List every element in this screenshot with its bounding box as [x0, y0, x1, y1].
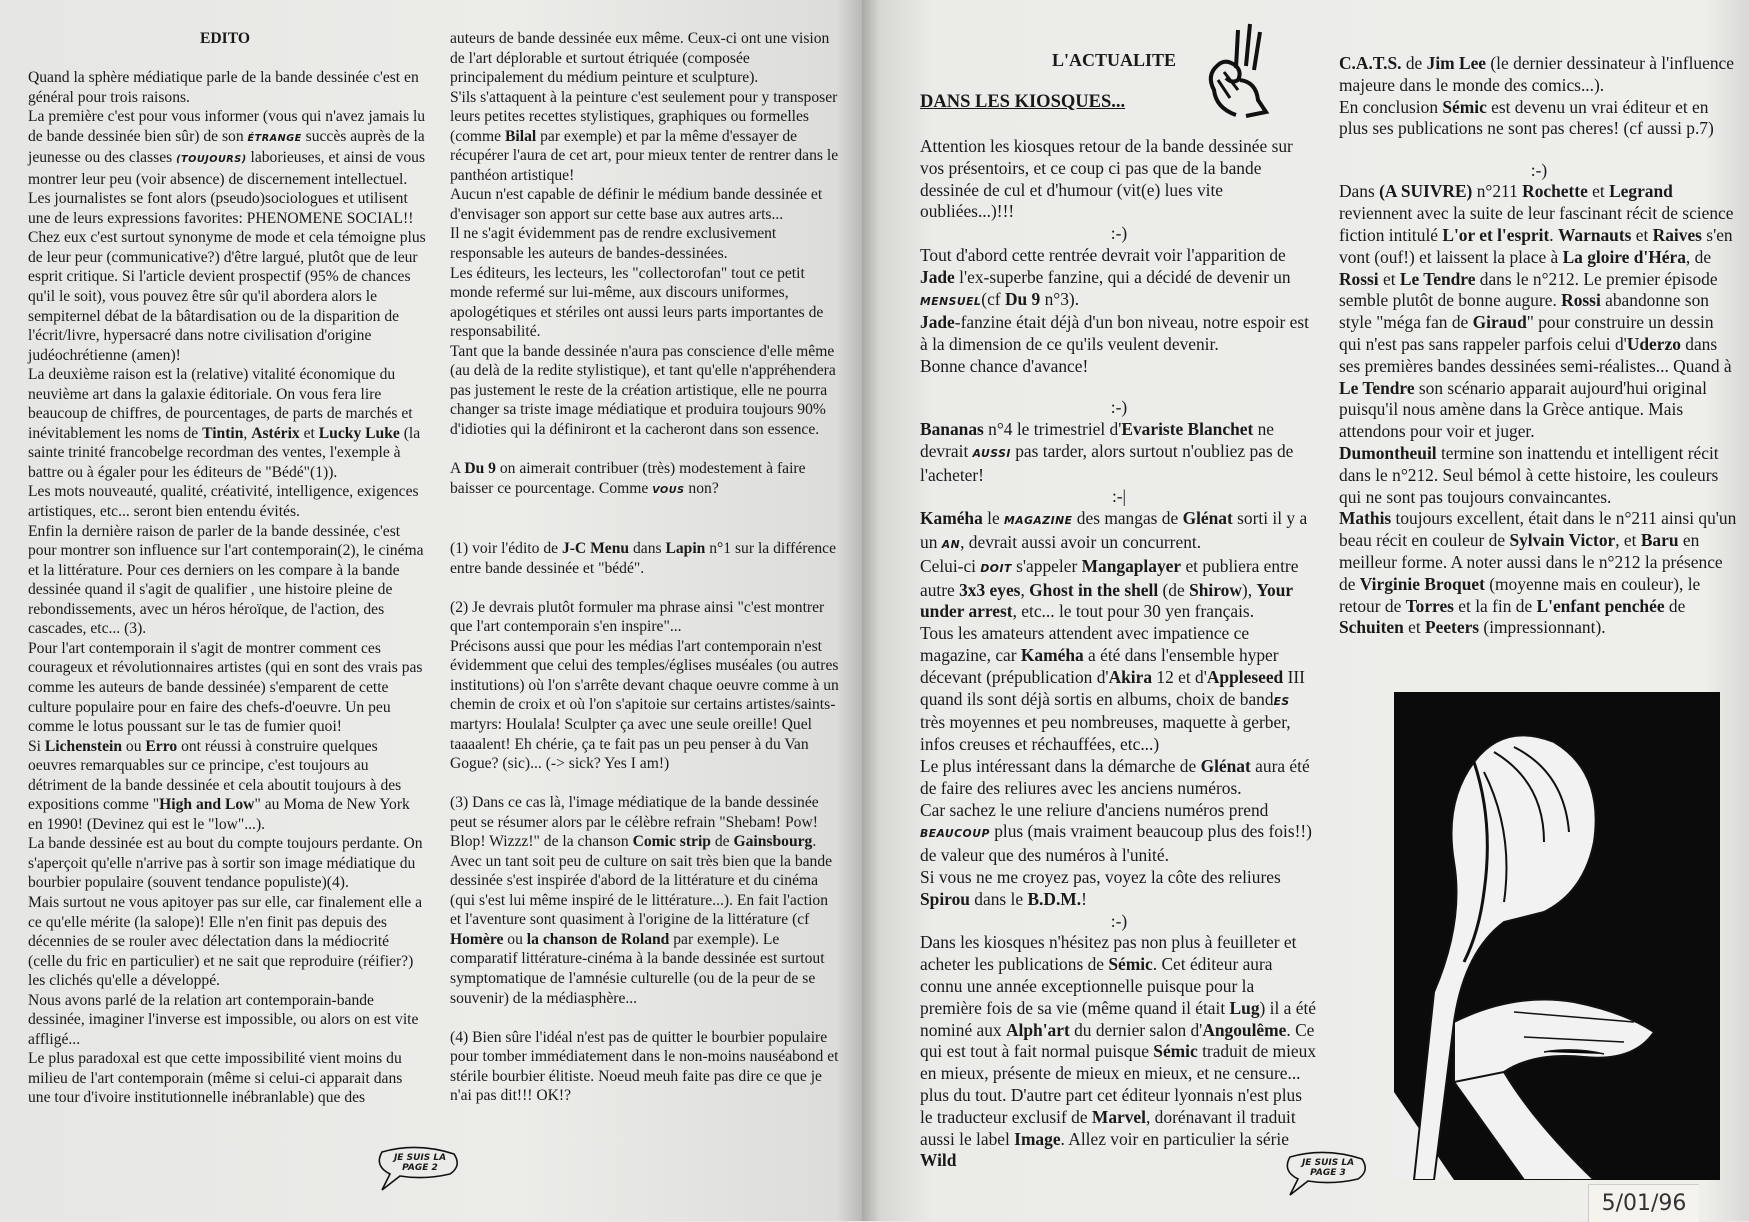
bold-name: Shirow [1189, 579, 1242, 600]
section-subtitle: DANS LES KIOSQUES... [920, 92, 1126, 112]
bold-name: Du 9 [1004, 288, 1041, 309]
smiley-separator: :-| [1111, 486, 1127, 507]
bold-name: (A SUIVRE) [1379, 181, 1473, 202]
bold-name: Dumontheuil [1339, 443, 1437, 464]
bold-name: Image [1014, 1128, 1061, 1149]
handwritten-word: MENSUEL [920, 294, 982, 308]
bold-name: La gloire d'Héra [1562, 246, 1686, 267]
bold-name: Erro [145, 737, 178, 755]
bold-name: L'or et l'esprit [1442, 225, 1550, 246]
paragraph: Si Lichenstein ou Erro ont réussi à construire quelques oeuvres remarquables sur ce principe, c'est toujours au détriment de la bande dessinée et cela aboutit toujours à des expositions comme "High and Low" au Moma de New York en 1990! (Devinez qui est le "low"...). [28, 737, 410, 833]
bold-name: Lucky Luke [318, 424, 400, 442]
bold-name: Sémic [1153, 1041, 1198, 1062]
paragraph: La bande dessinée est au bout du compte toujours perdante. On s'aperçoit qu'elle n'arrive pas à sortir son image médiatique du bourbier populaire (souvent tendance populiste)(4). [28, 835, 423, 892]
paragraph: A Du 9 on aimerait contribuer (très) modestement à faire baisser ce pourcentage. Comme VOUS non? [450, 459, 806, 497]
bold-name: Sémic [1108, 954, 1153, 975]
bold-name: Comic strip [632, 833, 711, 851]
bold-name: Le Tendre [1339, 377, 1415, 398]
bold-name: Kaméha [920, 508, 983, 529]
bold-name: J-C Menu [561, 540, 630, 558]
footnote: (4) Bien sûre l'idéal n'est pas de quitter le bourbier populaire pour tomber immédiatement dans le non-moins nauséabond et stérile bourbier élitiste. Noeud meuh faite pas dire ce que je n'ai pas dit!!! OK!? [450, 1028, 839, 1105]
paragraph: Tant que la bande dessinée n'aura pas conscience d'elle même (au delà de la redite stylistique), et tant qu'elle n'appréhendera pas justement le reste de la création artistique, elle ne pourra changer sa triste image médiatique et produira toujours 90% d'idioties qui la définiront et la cacheront dans son essence. [450, 342, 836, 438]
bold-name: Ghost in the shell [1029, 579, 1159, 600]
bubble-text: JE SUIS LA PAGE 2 [393, 1153, 447, 1173]
footnote: (1) voir l'édito de J-C Menu dans Lapin n°1 sur la différence entre bande dessinée et "bédé". [450, 540, 837, 577]
paragraph: Les mots nouveauté, qualité, créativité, intelligence, exigences artistiques, etc... seront bien entendu évités. [28, 483, 419, 521]
bold-name: Warnauts [1557, 225, 1632, 246]
bold-name: Jim Lee [1426, 53, 1487, 73]
bold-name: Virginie Broquet [1359, 573, 1485, 594]
bold-name: Lug [1229, 997, 1260, 1018]
bold-name: Astérix [251, 424, 300, 442]
bold-name: Lichenstein [44, 737, 123, 755]
bold-name: 3x3 eyes [959, 579, 1021, 600]
paragraph: Tous les amateurs attendent avec impatience ce magazine, car Kaméha a été dans l'ensemble hyper décevant (prépublication d'Akira 12 et d'Appleseed III quand ils sont déjà sortis en albums, choix de bandES très moyennes et peu nombreuses, maquette à gerber, infos creuses et réchauffées, etc...) [920, 623, 1305, 755]
paragraph: Pour l'art contemporain il s'agit de montrer comment ces courageux et révolutionnaires artistes (qui en sont des vrais pas comme les auteurs de bande dessinée) s'emparent de cette culture populaire pour en faire des chefs-d'oeuvre. Un peu comme le lotus poussant sur le tas de fumier quoi! [28, 639, 423, 736]
handwritten-word: MAGAZINE [1004, 514, 1073, 528]
paragraph: Le plus intéressant dans la démarche de Glénat aura été de faire des reliures avec les anciens numéros. [920, 756, 1310, 798]
paragraph: Bananas n°4 le trimestriel d'Evariste Blanchet ne devrait AUSSI pas tarder, alors surtout n'oubliez pas de l'acheter! [920, 419, 1294, 485]
bold-name: Wild [920, 1150, 957, 1171]
bold-name: Glénat [1200, 756, 1251, 777]
paragraph: Bonne chance d'avance! [920, 355, 1089, 376]
footnote: (2) Je devrais plutôt formuler ma phrase ainsi "c'est montrer que l'art contemporain s'en inspire"... [450, 598, 825, 636]
bold-name: Gainsbourg [733, 833, 813, 851]
paragraph: Jade-fanzine était déjà d'un bon niveau, notre espoir est à la dimension de ce qu'ils veulent devenir. [920, 312, 1309, 355]
bold-name: C.A.T.S. [1339, 53, 1402, 73]
bold-name: Glénat [1182, 508, 1233, 529]
bold-name: Du 9 [464, 459, 496, 477]
bold-name: Schuiten [1339, 617, 1404, 638]
handwritten-word: BEAUCOUP [920, 827, 990, 841]
bold-name: Mangaplayer [1081, 555, 1182, 576]
bold-name: Kaméha [1020, 645, 1084, 666]
handwritten-word: VOUS [652, 484, 685, 496]
bold-name: High and Low [159, 796, 255, 814]
bold-name: Legrand [1609, 181, 1673, 202]
paragraph: Car sachez le une reliure d'anciens numéros prend BEAUCOUP plus (mais vraiment beaucoup plus des fois!!) de valeur que des numéros à l'unité. [920, 799, 1312, 866]
paragraph: Le plus paradoxal est que cette impossibilité vient moins du milieu de l'art contemporain (même si celui-ci apparait dans une tour d'ivoire institutionnelle inébranlable) que des [28, 1050, 403, 1107]
bold-name: Akira [1108, 666, 1153, 687]
date-stamp: 5/01/96 [1588, 1184, 1699, 1222]
paragraph: Il ne s'agit évidemment pas de rendre exclusivement responsable les auteurs de bandes-dessinées. [450, 225, 777, 263]
paragraph: Celui-ci DOIT s'appeler Mangaplayer et publiera entre autre 3x3 eyes, Ghost in the shell (de Shirow), Your under arrest, etc... le tout pour 30 yen français. [920, 555, 1299, 622]
paragraph: Dans (A SUIVRE) n°211 Rochette et Legrand reviennent avec la suite de leur fascinant récit de science fiction intitulé L'or et l'esprit. Warnauts et Raives s'en vont (ouf!) et laissent la place à La gloire d'Héra, de Rossi et Le Tendre dans le n°212. Le premier épisode semble plutôt de bonne augure. Rossi abandonne son style "méga fan de Giraud" pour construire un dessin qui n'est pas sans rappeler parfois celui d'Uderzo dans ses premières bandes dessinées semi-réalistes... Quand à Le Tendre son scénario apparait aujourd'hui original puisqu'il nous amène dans la Grèce antique. Mais attendons pour voir et juger. [1339, 181, 1734, 442]
bold-name: Mathis [1339, 508, 1392, 529]
paragraph: La deuxième raison est la (relative) vitalité économique du neuvième art dans la galaxie éditoriale. On vous fera lire beaucoup de chiffres, de pourcentages, de parts de marchés et inévitablement les noms de Tintin, Astérix et Lucky Luke (la sainte trinité francobelge recordman des ventes, l'exemple à battre ou à égaler pour les éditeurs de "Bédé"(1)). [28, 366, 421, 481]
actualite-column-2 [1339, 53, 1739, 639]
bold-name: Baru [1640, 530, 1679, 551]
bold-name: Lapin [665, 540, 706, 558]
footnote: Précisons aussi que pour les médias l'art contemporain n'est évidemment que celui des temples/églises muséales (ou autres institutions) où l'on s'arrête devant chaque oeuvre comme à un chemin de croix et où l'on s'apitoie sur certains artistes/saints-martyrs: Houlala! Sculpter ça avec une seule oreille! Quel taaaalent! Eh chérie, ça te fait pas un peu penser à du Van Gogue? (sic)... (-> sick? Yes I am!) [450, 637, 839, 773]
handwritten-word: AUSSI [972, 446, 1011, 460]
bold-name: Homère [450, 930, 504, 948]
comic-illustration [1394, 692, 1720, 1180]
bold-name: Your under arrest [920, 579, 1293, 622]
paragraph: Nous avons parlé de la relation art contemporain-bande dessinée, imaginer l'inverse est impossible, ou alors on est vite affligé... [28, 991, 419, 1048]
bold-name: Peeters [1425, 617, 1480, 638]
bold-name: Angoulême [1202, 1019, 1287, 1040]
handwritten-word: ÉTRANGE [247, 132, 302, 144]
paragraph: auteurs de bande dessinée eux même. Ceux-ci ont une vision de l'art déplorable et surtout étriquée (composée principalement du médium peinture et sculpture). [450, 30, 830, 87]
handwritten-word: AN [941, 538, 961, 552]
section-title: L'ACTUALITE [1052, 50, 1177, 70]
bold-name: Rochette [1522, 181, 1588, 202]
paragraph: Quand la sphère médiatique parle de la bande dessinée c'est en général pour trois raisons. [28, 69, 419, 106]
footnote: Avec un tant soit peu de culture on sait très bien que la bande dessinée s'est inspirée d'abord de la littérature et du cinéma (qui s'est lui même inspiré de le littérature...). En fait l'action et l'aventure sont quasiment à l'origine de la littérature (cf Homère ou la chanson de Roland par exemple). Le comparatif littérature-cinéma à la bande dessinée est surtout symptomatique de l'amnésie culturelle (ou de la peur de se souvenir) de la médiasphère... [450, 852, 833, 1007]
bold-name: Giraud [1472, 312, 1527, 333]
paragraph: C.A.T.S. de Jim Lee (le dernier dessinateur à l'influence majeure dans le monde des comics...). [1339, 53, 1734, 95]
bubble-text: JE SUIS LA PAGE 3 [1301, 1158, 1355, 1178]
bold-name: Evariste Blanchet [1121, 419, 1254, 440]
paragraph: Mathis toujours excellent, était dans le n°211 ainsi qu'un beau récit en couleur de Sylvain Victor, et Baru en meilleur forme. A noter aussi dans le n°212 la présence de Virginie Broquet (moyenne mais en couleur), le retour de Torres et la fin de L'enfant penchée de Schuiten et Peeters (impressionnant). [1339, 508, 1737, 638]
edito-column-1 [28, 68, 426, 1108]
bold-name: Tintin [202, 424, 244, 442]
paragraph: Si vous ne me croyez pas, voyez la côte des reliures Spirou dans le B.D.M.! [920, 867, 1281, 909]
paragraph: La première c'est pour vous informer (vous qui n'avez jamais lu de bande dessinée bien sûr) de son ÉTRANGE succès auprès de la jeunesse ou des classes (TOUJOURS) laborieuses, et ainsi de vous montrer leur peu (voir absence) de discernement intellectuel. Les journalistes se font alors (pseudo)sociologues et utilisent une de leurs expressions favorites: PHENOMENE SOCIAL!! Chez eux c'est surtout synonyme de mode et cela témoigne plus de leur peur (communicative?) d'être largué, plutôt que de leur esprit critique. Si l'article devient prospectif (95% de chances qu'il le soit), vous pouvez être sûr qu'il abordera alors le sempiternel débat de la bâtardisation ou de la disparition de l'écrit/livre, hypersacré dans notre civilisation d'origine judéochrétienne (amen)! [28, 108, 426, 364]
paragraph: Mais surtout ne vous apitoyer pas sur elle, car finalement elle a ce qu'elle mérite (la salope)! Elle n'en finit pas depuis des décennies de se rouler avec délectation dans la médiocrité (celle du fric en particulier) et ne sait que reproduire (réifier?) les clichés qu'elle a développé. [28, 893, 423, 990]
speech-bubble-page-3 [1282, 1151, 1368, 1197]
handwritten-word: DOIT [980, 561, 1012, 575]
smiley-separator: :-) [1110, 223, 1128, 244]
handwritten-word: ES [1273, 694, 1290, 708]
edito-title: EDITO [200, 30, 250, 47]
bold-name: Jade [920, 312, 955, 333]
paragraph: S'ils s'attaquent à la peinture c'est seulement pour y transposer leurs petites recettes stylistiques, graphiques ou formelles (comme Bilal par exemple) et par la même d'essayer de récupérer l'aura de cet art, pour mieux tenter de rentrer dans le panthéon artistique! [450, 88, 839, 184]
bold-name: Bilal [505, 127, 537, 145]
paragraph: Dans les kiosques n'hésitez pas non plus à feuilleter et acheter les publications de Sémic. Cet éditeur aura connu une année exceptionnelle puisque pour la première fois de sa vie (même quand il était Lug) il a été nominé aux Alph'art du dernier salon d'Angoulême. Ce qui est tout à fait normal puisque Sémic traduit de mieux en mieux, présente de mieux en mieux, et ne censure... plus du tout. D'autre part cet éditeur lyonnais n'est plus le traducteur exclusif de Marvel, dorénavant il traduit aussi le label Image. Allez voir en particulier la série Wild [920, 932, 1317, 1171]
bold-name: la chanson de Roland [526, 930, 670, 948]
paragraph: Tout d'abord cette rentrée devrait voir l'apparition de Jade l'ex-superbe fanzine, qui a décidé de devenir un MENSUEL(cf Du 9 n°3). [920, 244, 1291, 309]
bold-name: Marvel [1091, 1106, 1146, 1127]
bold-name: Le Tendre [1399, 268, 1476, 289]
bold-name: Rossi [1339, 268, 1379, 289]
bold-name: Torres [1405, 595, 1454, 616]
speech-bubble-page-2 [374, 1146, 460, 1192]
smiley-separator: :-) [1110, 397, 1128, 418]
bold-name: Raives [1652, 225, 1702, 246]
paragraph: Les éditeurs, les lecteurs, les "collectorofan" tout ce petit monde refermé sur lui-même, aux discours uniformes, apologétiques et stériles ont aussi leurs parts importantes de responsabilité. [450, 264, 824, 341]
ok-hand-gesture-icon [1196, 20, 1276, 120]
smiley-separator: :-) [1530, 159, 1548, 180]
bold-name: Sylvain Victor [1509, 530, 1616, 551]
paragraph: Aucun n'est capable de définir le médium bande dessinée et d'envisager son apport sur cette base aux autres arts... [450, 186, 823, 223]
edito-column-2 [450, 29, 842, 1106]
bold-name: Sémic [1442, 96, 1487, 117]
footnote: (3) Dans ce cas là, l'image médiatique de la bande dessinée peut se résumer alors par le célèbre refrain "Shebam! Pow! Blop! Wizzz!" de la chanson Comic strip de Gainsbourg. [450, 794, 819, 851]
bold-name: Rossi [1561, 290, 1601, 311]
smiley-separator: :-) [1110, 910, 1128, 931]
bold-name: B.D.M. [1027, 888, 1082, 909]
bold-name: Uderzo [1626, 334, 1681, 355]
bold-name: L'enfant penchée [1536, 595, 1665, 616]
paragraph: Enfin la dernière raison de parler de la bande dessinée, c'est pour montrer son influence sur l'art contemporain(2), le cinéma et la littérature. Pour ces derniers on les compare à la bande dessinée quand il s'agit de qualifier , une histoire pleine de rebondissements, avec un héros héroïque, de l'action, des cascades, etc... (3). [28, 522, 424, 638]
bold-name: Spirou [920, 888, 970, 909]
bold-name: Bananas [920, 419, 984, 440]
handwritten-word: (TOUJOURS) [176, 154, 247, 166]
bold-name: Alph'art [1005, 1019, 1070, 1040]
bold-name: Appleseed [1206, 666, 1284, 687]
paragraph: Attention les kiosques retour de la bande dessinée sur vos présentoirs, et ce coup ci pas que de la bande dessinée de cul et d'humour (vit(e) lues vite oubliées...)!!! [920, 136, 1293, 222]
paragraph: Kaméha le MAGAZINE des mangas de Glénat sorti il y a un AN, devrait aussi avoir un concurrent. [920, 508, 1308, 553]
actualite-column-1 [920, 136, 1318, 1172]
bold-name: Jade [920, 266, 955, 287]
paragraph: Dumontheuil termine son inattendu et intelligent récit dans le n°212. Seul bémol à cette histoire, les couleurs qui ne sont pas toujours convaincantes. [1339, 443, 1719, 507]
paragraph: En conclusion Sémic est devenu un vrai éditeur et en plus ses publications ne sont pas cheres! (cf aussi p.7) [1339, 96, 1714, 139]
